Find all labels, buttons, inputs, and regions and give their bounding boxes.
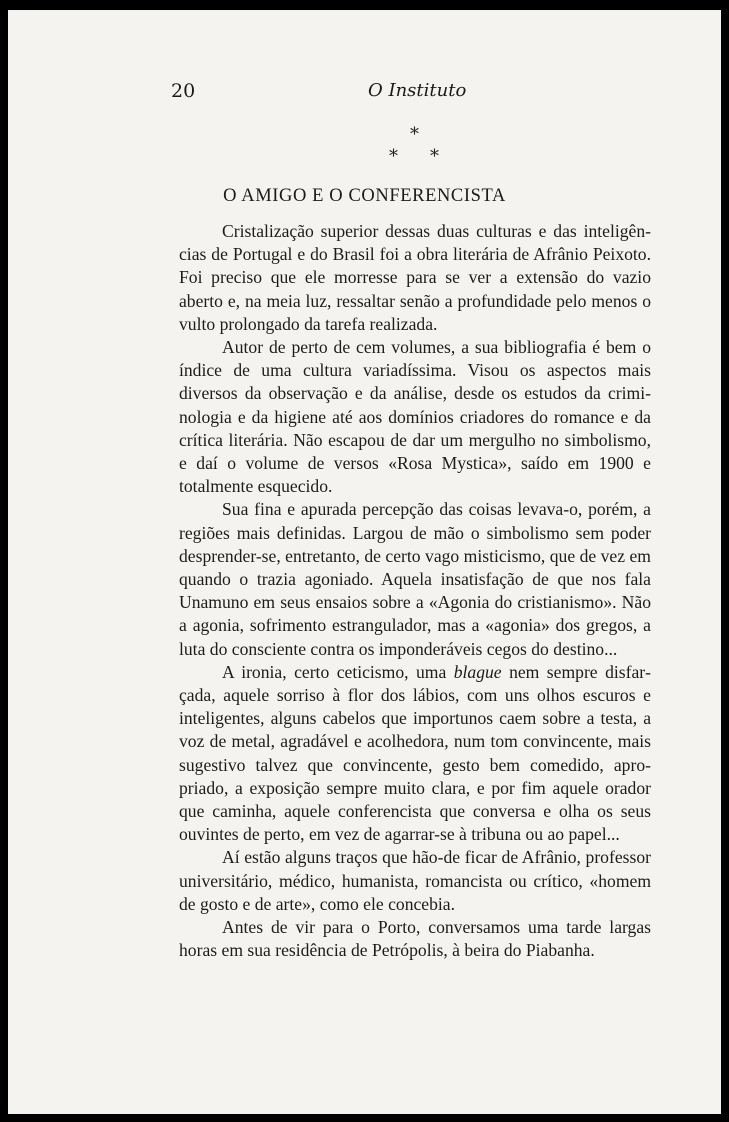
asterisk-top: * bbox=[410, 124, 419, 145]
paragraph-3: Sua fina e apurada percepção das coisas levava-o, porém, a regiões mais definidas. Largou de mão o simbolismo sem poder desprender-se, entretanto, de certo vago misticismo, que de vez em quando o trazia agoniado. Aquela insatisfação de que nos fala Unamuno em seus ensaios sobre a «Agonia do cristianismo». Não a agonia, sofrimento estrangulador, mas a «agonia» dos gregos, a luta do consciente contra os imponderáveis cegos do destino... bbox=[179, 499, 651, 659]
asterisk-right: * bbox=[430, 146, 439, 167]
paragraph-6: Antes de vir para o Porto, conversamos uma tarde largas horas em sua residência de Petrópolis, à beira do Piabanha. bbox=[179, 917, 651, 961]
paragraph-5: Aí estão alguns traços que hão-de ficar de Afrânio, professor universitário, médico, humanista, romancista ou crítico, «homem de gosto e de arte», como ele concebia. bbox=[179, 847, 651, 914]
running-title: O Instituto bbox=[368, 80, 467, 101]
page bbox=[8, 10, 721, 1114]
paragraph-1: Cristalização superior dessas duas culturas e das inteligências de Portugal e do Brasil foi a obra literária de Afrânio Peixoto. Foi preciso que ele morresse para se ver a extensão do vazio aberto e, na meia luz, ressaltar senão a profundidade pelo menos o vulto prolongado da tarefa realizada. bbox=[179, 221, 651, 334]
italic-word: blague bbox=[453, 661, 502, 682]
asterism-separator bbox=[368, 124, 468, 174]
page-number: 20 bbox=[171, 80, 196, 102]
body-text bbox=[179, 220, 651, 963]
section-title: O AMIGO E O CONFERENCISTA bbox=[223, 186, 506, 206]
paragraph-4: A ironia, certo ceticismo, uma blague nem sempre disfarçada, aquele sorriso à flor dos lábios, com uns olhos escuros e inteligentes, alguns cabelos que importunos caem sobre a testa, a voz de metal, agradável e acolhedora, num tom convincente, mais sugestivo talvez que convincente, gesto bem comedido, apropriado, a exposição sempre muito clara, e por fim aquele orador que caminha, aquele conferencista que conversa e olha os seus ouvintes de perto, em vez de agarrar-se à tribuna ou ao papel... bbox=[179, 661, 651, 845]
running-header bbox=[8, 80, 721, 110]
paragraph-2: Autor de perto de cem volumes, a sua bibliografia é bem o índice de uma cultura variadíssima. Visou os aspectos mais diversos da observação e da análise, desde os estudos da criminologia e da higiene até aos domínios criadores do romance e da crítica literária. Não escapou de dar um mergulho no simbolismo, e daí o volume de versos «Rosa Mystica», saído em 1900 e totalmente esquecido. bbox=[179, 337, 651, 497]
asterisk-left: * bbox=[389, 146, 398, 167]
